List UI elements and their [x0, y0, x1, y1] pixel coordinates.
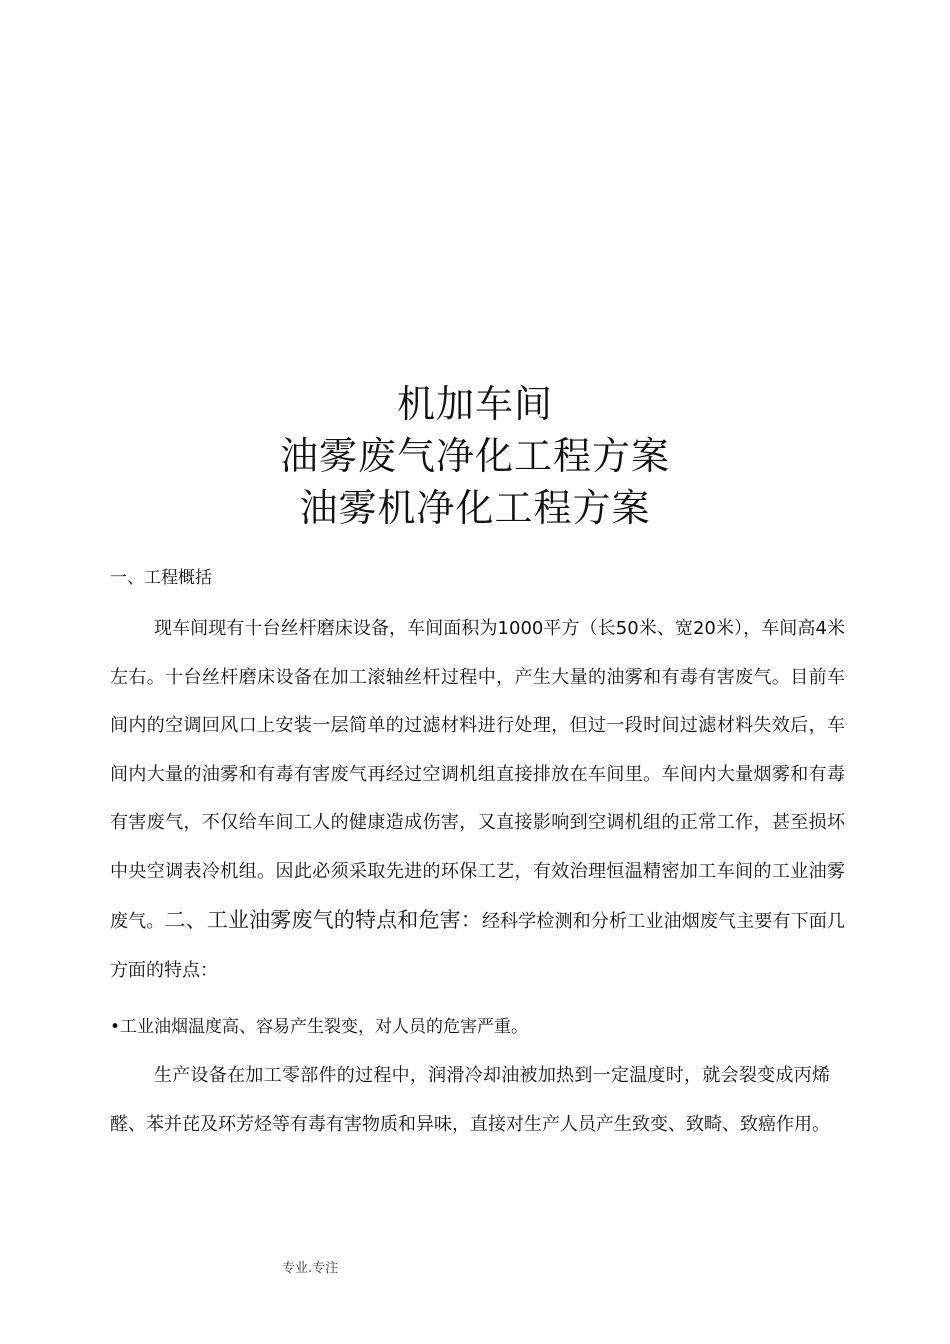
- section-2-heading: 二、工业油雾废气的特点和危害：: [164, 908, 482, 932]
- section-2-paragraph: 生产设备在加工零部件的过程中，润滑冷却油被加热到一定温度时，就会裂变成丙烯醛、苯并芘及环芳烃等有毒有害物质和异味，直接对生产人员产生致变、致畸、致癌作用。: [110, 1065, 830, 1135]
- bullet-item: •工业油烟温度高、容易产生裂变，对人员的危害严重。: [110, 1017, 529, 1037]
- section-1-body-text: 现车间现有十台丝杆磨床设备，车间面积为1000平方（长50米、宽20米），车间高4米左右。十台丝杆磨床设备在加工滚轴丝杆过程中，产生大量的油雾和有毒有害废气。目前车间内的空调回风口上安装一层简单的过滤材料进行处理，但过一段时间过滤材料失效后，车间内大量的油雾和有毒有害废气再经过空调机组直接排放在车间里。车间内大量烟雾和有毒有害废气，不仅给车间工人的健康造成伤害，又直接影响到空调机组的正常工作，甚至损坏中央空调表冷机组。因此必须采取先进的环保工艺，有效治理恒温精密加工车间的工业油雾废气。: [110, 618, 845, 932]
- section-1-paragraph: [110, 605, 845, 995]
- title-line-3: 油雾机净化工程方案: [299, 486, 651, 530]
- section-1-heading: 一、工程概括: [110, 568, 212, 588]
- title-line-2: 油雾废气净化工程方案: [279, 434, 670, 478]
- document-title: [0, 378, 950, 534]
- page-footer: 专业.专注: [282, 1261, 339, 1276]
- section-2-intro: 经科学检测和分析工业油烟废气主要有下面几方面的特点：: [110, 911, 846, 981]
- title-line-1: 机加车间: [396, 382, 553, 426]
